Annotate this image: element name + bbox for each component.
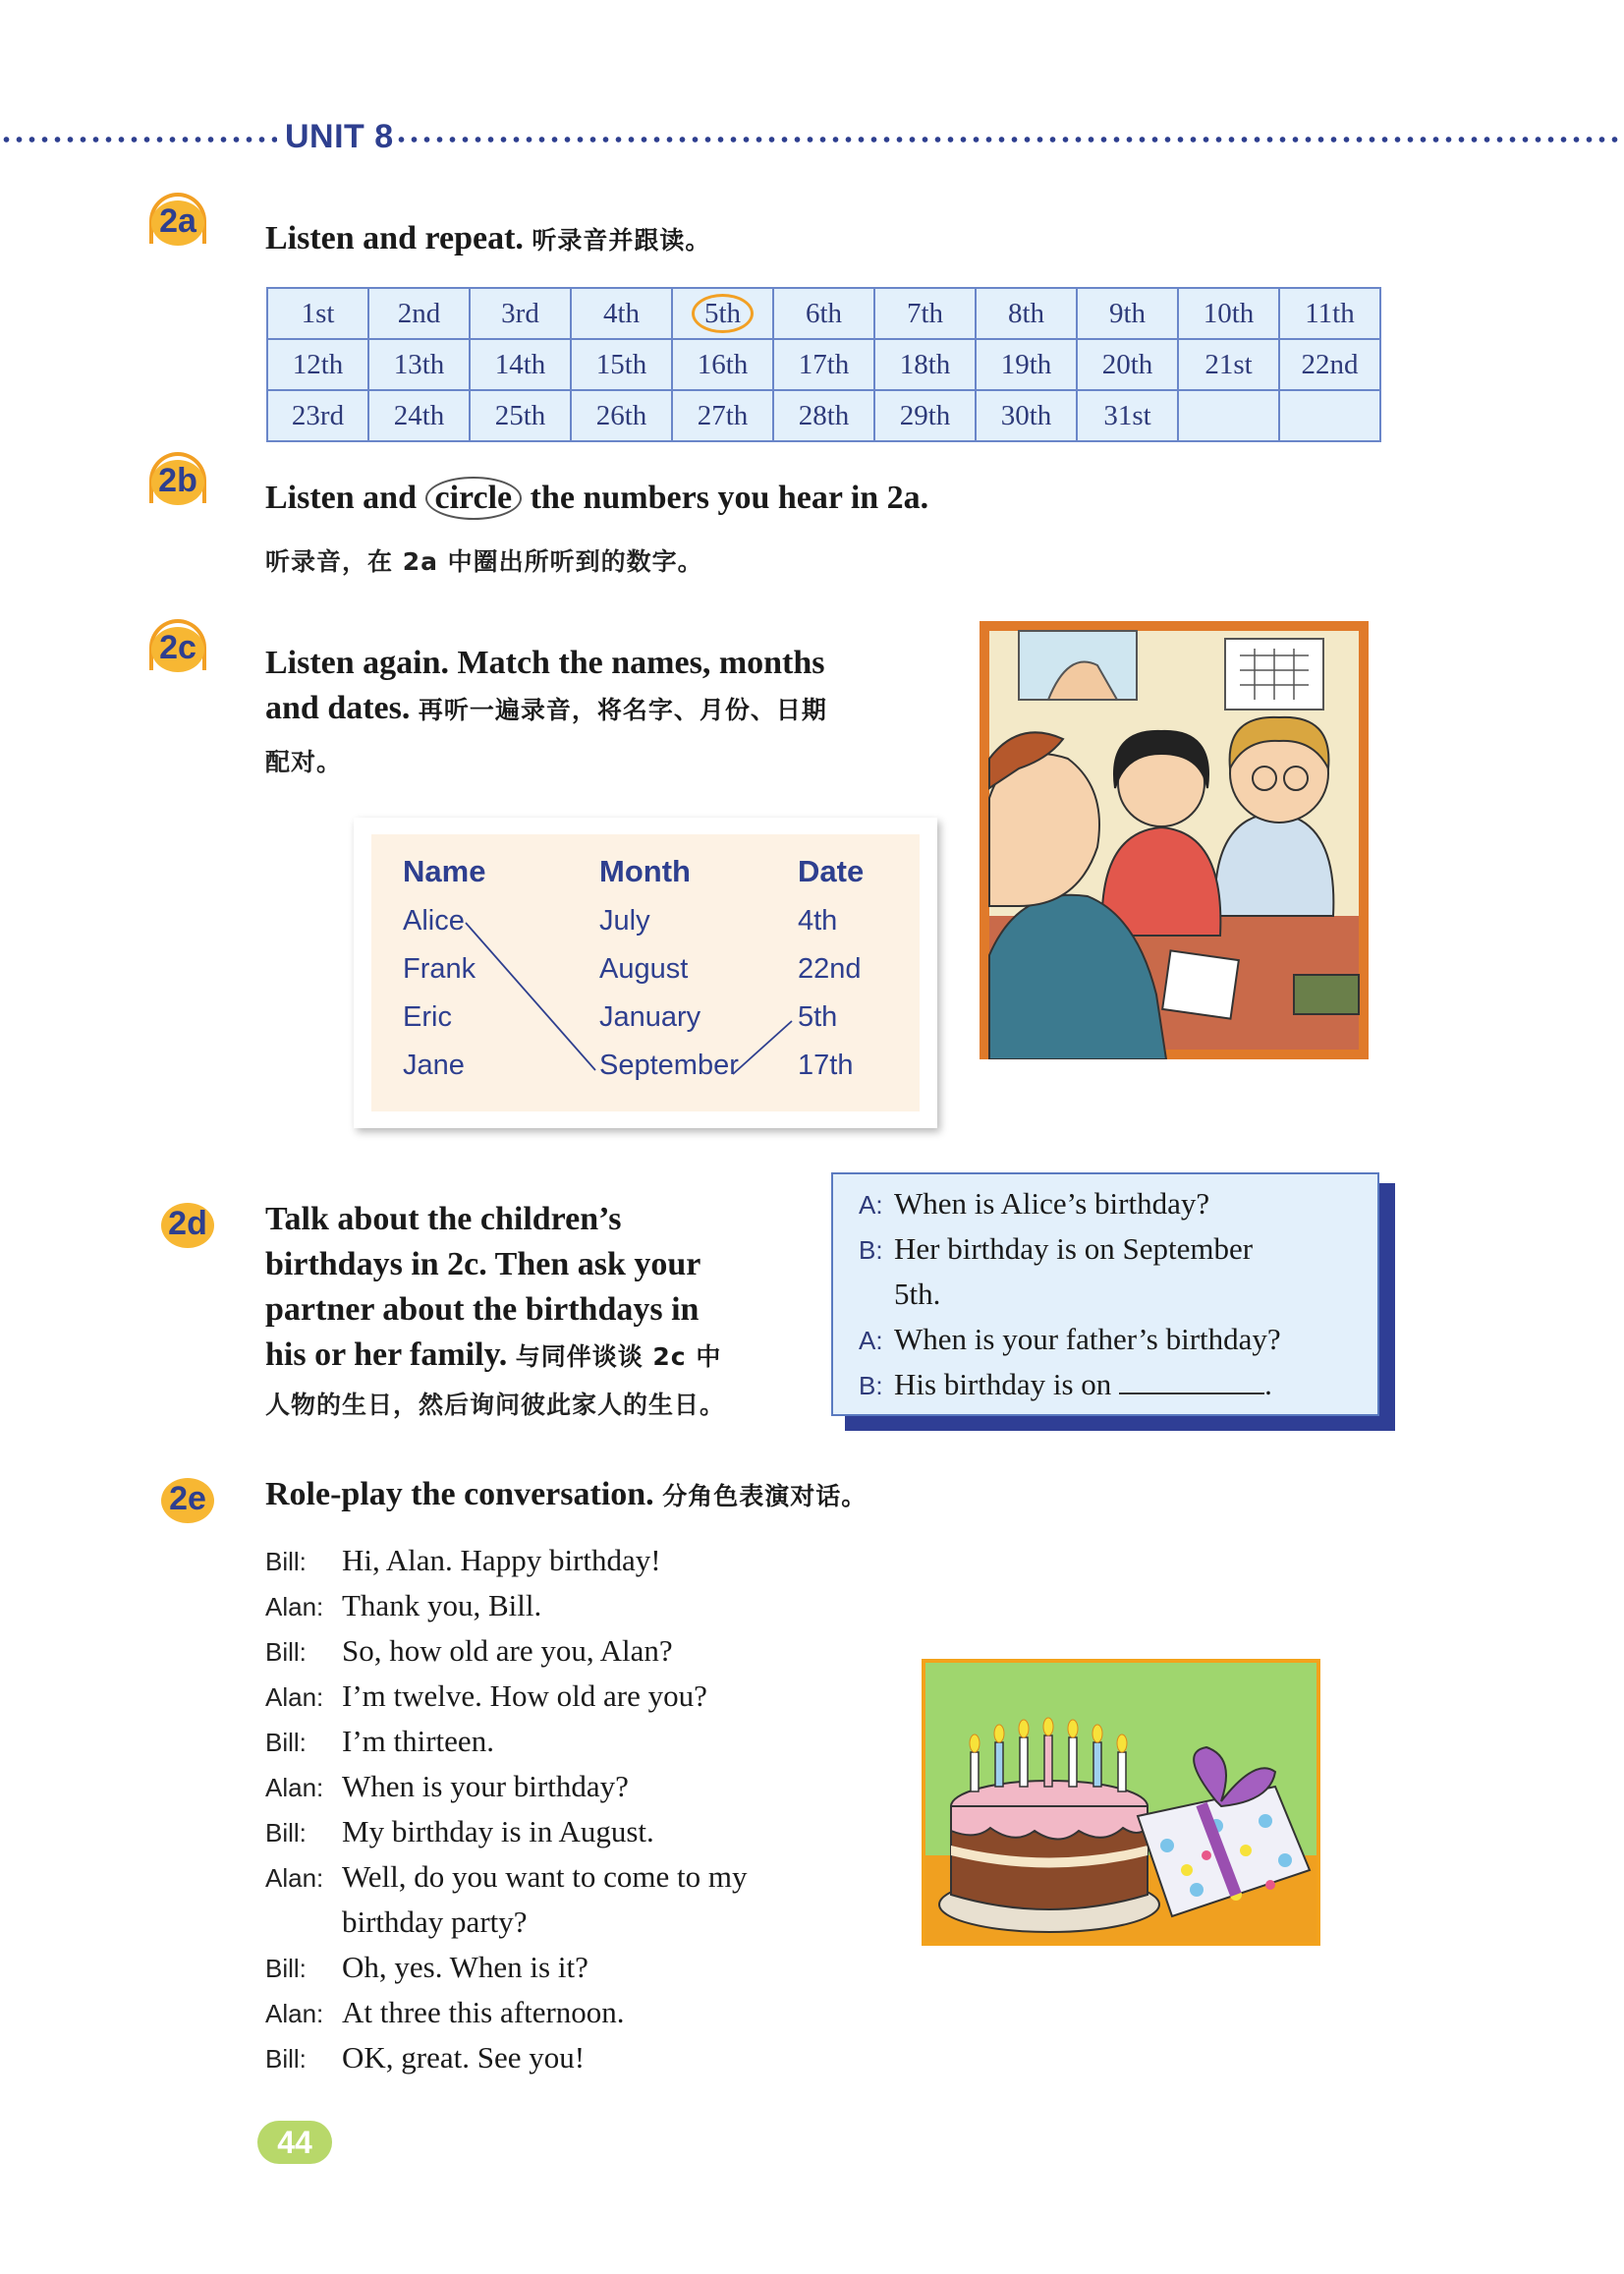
name-item: Frank — [403, 953, 476, 985]
date-item: 22nd — [798, 953, 862, 985]
speaker-label: Bill: — [265, 1954, 307, 1983]
dialogue-line: 5th. — [894, 1277, 941, 1311]
ordinal-table — [266, 287, 1381, 442]
section-2b-title: Listen and circle the numbers you hear in 2a. — [265, 476, 928, 521]
conversation-line — [265, 1995, 625, 2030]
speaker-label: Bill: — [265, 1547, 307, 1576]
ordinal-number: 24th — [393, 399, 445, 431]
conversation-line — [265, 1814, 654, 1849]
month-item: September — [599, 1050, 739, 1081]
line-text: birthday party? — [342, 1904, 528, 1939]
conversation-line — [265, 1859, 748, 1895]
ordinal-number: 9th — [1108, 297, 1147, 329]
section-badge-2d — [157, 1195, 218, 1248]
conversation-line — [265, 1904, 528, 1940]
conversation-line — [265, 1633, 673, 1669]
section-2c-title: Listen again. Match the names, months and dates. 再听一遍录音，将名字、月份、日期 — [265, 645, 827, 726]
table-cell — [773, 390, 874, 441]
table-cell — [571, 339, 672, 390]
speaker-label: Bill: — [265, 1728, 307, 1757]
table-cell — [368, 288, 470, 339]
table-row — [267, 390, 1380, 441]
conversation-line — [265, 1950, 588, 1985]
ordinal-number: 11th — [1305, 297, 1355, 329]
speaker-label: Bill: — [265, 1637, 307, 1667]
match-line-alice-september — [466, 923, 595, 1070]
speaker-label: Alan: — [265, 1682, 324, 1712]
table-cell — [368, 390, 470, 441]
conversation-line — [265, 1678, 707, 1714]
table-cell — [773, 288, 874, 339]
table-cell — [1279, 288, 1380, 339]
ordinal-number: 14th — [494, 348, 546, 380]
ordinal-number: 1st — [301, 297, 335, 329]
line-text: Well, do you want to come to my — [342, 1859, 748, 1894]
ordinal-number: 12th — [292, 348, 344, 380]
ordinal-number: 26th — [595, 399, 647, 431]
table-cell — [976, 288, 1077, 339]
ordinal-number: 8th — [1007, 297, 1045, 329]
table-cell — [672, 390, 773, 441]
month-item: July — [599, 905, 650, 937]
table-cell — [1178, 339, 1279, 390]
column-header-name: Name — [403, 854, 486, 888]
name-item: Eric — [403, 1001, 452, 1033]
table-cell — [976, 390, 1077, 441]
section-label: 2c — [159, 629, 196, 666]
conversation-line — [265, 1724, 494, 1759]
ordinal-number: 4th — [602, 297, 641, 329]
ordinal-number: 29th — [899, 399, 951, 431]
date-item: 17th — [798, 1050, 854, 1081]
ordinal-number: 21st — [1204, 348, 1253, 380]
circled-number: 5th — [692, 294, 754, 333]
dialogue-line: A: When is your father’s birthday? — [859, 1322, 1281, 1356]
name-item: Jane — [403, 1050, 465, 1081]
section-2b-instruction-cn: 听录音，在 2a 中圈出所听到的数字。 — [265, 547, 703, 576]
section-badge-2c — [147, 619, 208, 672]
table-cell — [571, 390, 672, 441]
section-badge-2b — [147, 452, 208, 505]
table-cell — [1077, 288, 1178, 339]
table-row — [267, 339, 1380, 390]
ordinal-number: 16th — [697, 348, 749, 380]
conversation-line — [265, 1769, 629, 1804]
table-cell — [874, 390, 976, 441]
conversation-line — [265, 2040, 585, 2075]
section-2a-title: Listen and repeat. 听录音并跟读。 — [265, 220, 711, 256]
line-text: Oh, yes. When is it? — [342, 1950, 588, 1984]
table-cell — [672, 288, 773, 339]
month-item: January — [599, 1001, 701, 1033]
date-item: 5th — [798, 1001, 838, 1033]
date-item: 4th — [798, 905, 838, 937]
ordinal-number: 7th — [906, 297, 944, 329]
ordinal-number: 22nd — [1301, 348, 1359, 380]
section-badge-2e — [157, 1470, 218, 1523]
table-cell — [874, 288, 976, 339]
name-item: Alice — [403, 905, 465, 937]
table-cell — [267, 390, 368, 441]
dialogue-line: B: His birthday is on . — [859, 1367, 1272, 1401]
circled-word: circle — [425, 477, 523, 520]
match-line-september-5th — [733, 1021, 792, 1074]
table-cell — [571, 288, 672, 339]
header-dots-left — [0, 136, 277, 143]
section-2d-title: Talk about the children’s birthdays in 2c. Then ask your partner about the birthdays in his or her family. 与同伴谈谈 2c 中 — [265, 1201, 722, 1373]
ordinal-number: 17th — [798, 348, 850, 380]
ordinal-number: 2nd — [397, 297, 441, 329]
line-text: At three this afternoon. — [342, 1995, 625, 2029]
table-row — [267, 288, 1380, 339]
ordinal-number: 19th — [1000, 348, 1052, 380]
classroom-illustration — [980, 621, 1369, 1059]
line-text: OK, great. See you! — [342, 2040, 586, 2075]
ordinal-number: 23rd — [291, 399, 345, 431]
section-2d-instruction-cn: 人物的生日，然后询问彼此家人的生日。 — [265, 1391, 726, 1419]
dialogue-line: A: When is Alice’s birthday? — [859, 1186, 1210, 1221]
ordinal-number: 3rd — [501, 297, 539, 329]
table-cell — [773, 339, 874, 390]
ordinal-number: 28th — [798, 399, 850, 431]
table-cell — [1178, 390, 1279, 441]
speaker-label: Alan: — [265, 1999, 324, 2028]
section-label: 2a — [159, 202, 196, 240]
header-dots-right — [395, 136, 1624, 143]
table-cell — [874, 339, 976, 390]
conversation-line — [265, 1588, 541, 1623]
ordinal-number: 31st — [1103, 399, 1151, 431]
conversation-line — [265, 1543, 661, 1578]
ordinal-number: 15th — [595, 348, 647, 380]
ordinal-number: 10th — [1203, 297, 1255, 329]
line-text: My birthday is in August. — [342, 1814, 654, 1848]
speaker-label: Alan: — [265, 1592, 324, 1621]
month-item: August — [599, 953, 689, 985]
speaker-label: Bill: — [265, 1818, 307, 1848]
ordinal-number: 18th — [899, 348, 951, 380]
line-text: So, how old are you, Alan? — [342, 1633, 673, 1668]
ordinal-number: 25th — [494, 399, 546, 431]
ordinal-number: 30th — [1000, 399, 1052, 431]
birthday-cake-illustration — [922, 1659, 1320, 1946]
ordinal-number: 20th — [1101, 348, 1153, 380]
ordinal-number: 6th — [805, 297, 843, 329]
section-badge-2a — [147, 193, 208, 246]
table-cell — [672, 339, 773, 390]
column-header-date: Date — [798, 854, 865, 888]
dialogue-line: B: Her birthday is on September — [859, 1231, 1254, 1266]
table-cell — [976, 339, 1077, 390]
answer-blank[interactable] — [1119, 1369, 1264, 1394]
section-2e-title: Role-play the conversation. 分角色表演对话。 — [265, 1476, 868, 1512]
table-cell — [1279, 390, 1380, 441]
line-text: Hi, Alan. Happy birthday! — [342, 1543, 661, 1577]
line-text: I’m twelve. How old are you? — [342, 1678, 707, 1713]
page-number: 44 — [257, 2121, 332, 2164]
section-label: 2d — [168, 1205, 207, 1242]
section-label: 2b — [158, 462, 197, 499]
ordinal-number: 13th — [393, 348, 445, 380]
match-lines — [371, 834, 920, 1111]
line-text: When is your birthday? — [342, 1769, 629, 1803]
table-cell — [1077, 390, 1178, 441]
table-cell — [470, 288, 571, 339]
section-label: 2e — [169, 1480, 206, 1517]
speaker-label: Alan: — [265, 1773, 324, 1802]
speaker-label: Alan: — [265, 1863, 324, 1893]
speaker-label: Bill: — [265, 2044, 307, 2074]
table-cell — [368, 339, 470, 390]
table-cell — [267, 339, 368, 390]
column-header-month: Month — [599, 854, 691, 888]
table-cell — [1077, 339, 1178, 390]
ordinal-number: 27th — [697, 399, 749, 431]
table-cell — [1279, 339, 1380, 390]
matching-card — [354, 818, 937, 1128]
section-2c-instruction-cn: 配对。 — [265, 748, 343, 776]
unit-title: UNIT 8 — [285, 118, 394, 155]
table-cell — [267, 288, 368, 339]
table-cell — [470, 390, 571, 441]
dialogue-box — [831, 1172, 1379, 1416]
table-cell — [470, 339, 571, 390]
table-cell — [1178, 288, 1279, 339]
line-text: Thank you, Bill. — [342, 1588, 542, 1622]
line-text: I’m thirteen. — [342, 1724, 494, 1758]
